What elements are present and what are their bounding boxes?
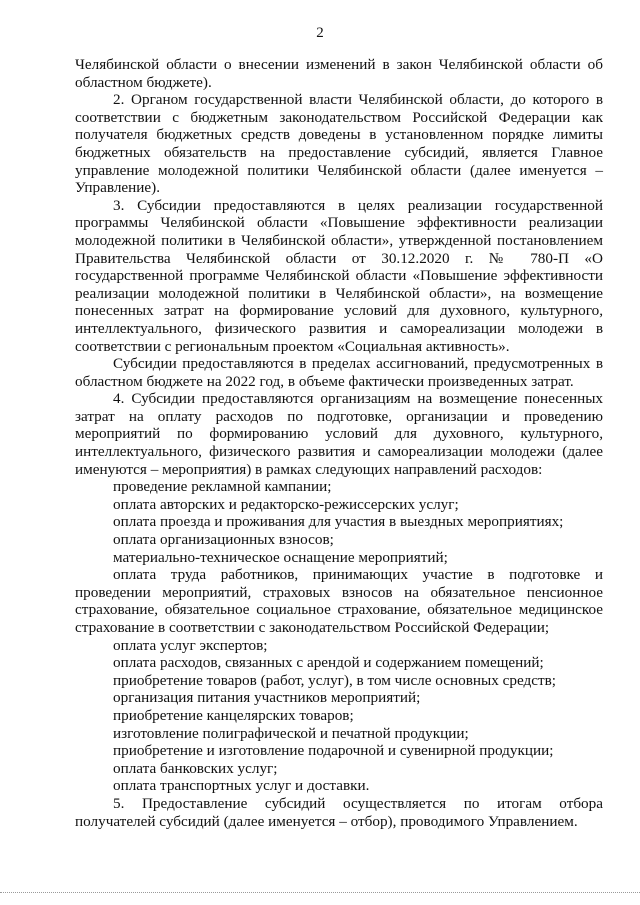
paragraph-2-authority: 2. Органом государственной власти Челябинской области, до которого в соответствии с бюджетным законодательством Российской Федерации как получателя бюджетных средств доведены в установленном порядке лимиты бюджетных обязательств на предоставление субсидий, является Главное управление молодежной политики Челябинской области (далее именуется – Управление). xyxy=(75,91,603,197)
expense-item-labor: оплата труда работников, принимающих участие в подготовке и проведении мероприятий, страховых взносов на обязательное пенсионное страхование, обязательное социальное страхование, обязательное медицинское страхование в соответствии с законодательством Российской Федерации; xyxy=(75,566,603,636)
expense-item: оплата проезда и проживания для участия в выездных мероприятиях; xyxy=(113,513,564,531)
expense-item: оплата организационных взносов; xyxy=(113,531,334,549)
document-body xyxy=(75,56,603,830)
paragraph-intro-continuation: Челябинской области о внесении изменений в закон Челябинской области об областном бюджете). xyxy=(75,56,603,91)
expense-list-b xyxy=(75,637,603,795)
expense-item: материально-техническое оснащение мероприятий; xyxy=(113,548,448,566)
expense-item: приобретение товаров (работ, услуг), в том числе основных средств; xyxy=(113,671,557,689)
expense-item: оплата услуг экспертов; xyxy=(113,636,268,654)
expense-item: оплата банковских услуг; xyxy=(113,759,278,777)
expense-item: изготовление полиграфической и печатной продукции; xyxy=(113,724,469,742)
paragraph-3-budget-limits: Субсидии предоставляются в пределах ассигнований, предусмотренных в областном бюджете на 2022 год, в объеме фактически произведенных затрат. xyxy=(75,355,603,390)
page-number: 2 xyxy=(316,25,324,41)
expense-item: приобретение канцелярских товаров; xyxy=(113,706,354,724)
expense-item: приобретение и изготовление подарочной и сувенирной продукции; xyxy=(113,742,554,760)
paragraph-5-selection: 5. Предоставление субсидий осуществляется по итогам отбора получателей субсидий (далее именуется – отбор), проводимого Управлением. xyxy=(75,794,603,830)
expense-item: оплата авторских и редакторско-режиссерских услуг; xyxy=(113,495,459,513)
page-bottom-edge xyxy=(0,892,640,893)
expense-item: организация питания участников мероприятий; xyxy=(113,689,421,707)
expense-item: оплата транспортных услуг и доставки. xyxy=(113,777,370,795)
expense-item: проведение рекламной кампании; xyxy=(113,478,332,496)
paragraph-4-expenses-intro: 4. Субсидии предоставляются организациям на возмещение понесенных затрат на оплату расходов по подготовке, организации и проведению мероприятий по формированию условий для духовного, культурного, интеллектуального, физического развития и самореализации молодежи (далее именуются – мероприятия) в рамках следующих направлений расходов: xyxy=(75,390,603,478)
paragraph-3-purpose: 3. Субсидии предоставляются в целях реализации государственной программы Челябинской области «Повышение эффективности реализации молодежной политики в Челябинской области», утвержденной постановлением Правительства Челябинской области от 30.12.2020 г. № 780-П «О государственной программе Челябинской области «Повышение эффективности реализации молодежной политики в Челябинской области», на возмещение понесенных затрат на формирование условий для духовного, культурного, интеллектуального, физического развития и самореализации молодежи в соответствии с региональным проектом «Социальная активность». xyxy=(75,196,603,355)
expense-list-a xyxy=(75,478,603,566)
expense-item: оплата расходов, связанных с арендой и содержанием помещений; xyxy=(113,654,544,672)
